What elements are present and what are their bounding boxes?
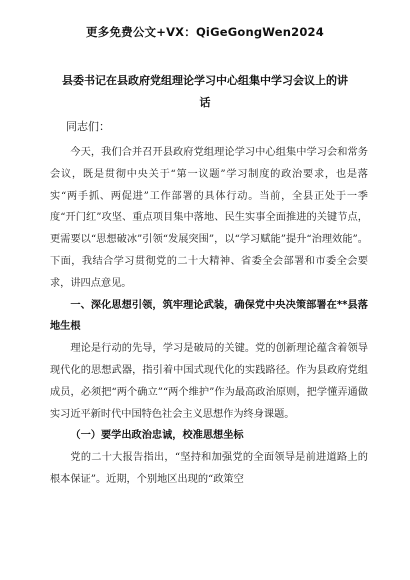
salutation: 同志们： <box>66 120 110 133</box>
paragraph-theory: 理论是行动的先导，学习是破局的关键。党的创新理论蕴含着领导现代化的思想武器，指引着中国式现代化的实践路径。作为县政府党组成员，必须把“两个确立”“两个维护”作为最高政治原则，把学懂弄通做实习近平新时代中国特色社会主义思想作为终身课题。 <box>50 343 368 420</box>
subsection-heading-1: （一）要学出政治忠诚，校准思想坐标 <box>70 430 244 442</box>
paragraph-report: 党的二十大报告指出，“坚持和加强党的全面领导是前进道路上的根本保证”。近期，个别地区出现的“政策空 <box>50 452 368 485</box>
paragraph-intro: 今天，我们合并召开县政府党组理论学习中心组集中学习会和常务会议，既是贯彻中央关于“第一议题”学习制度的政治要求，也是落实“两手抓、两促进”工作部署的具体行动。当前，全县正处于一季度“开门红”攻坚、重点项目集中落地、民生实事全面推进的关键节点，更需要以“思想破冰”引领“发展突围”，以“学习赋能”提升“治理效能”。下面，我结合学习贯彻党的二十大精神、省委全会部署和市委全会要求，讲四点意见。 <box>50 147 368 289</box>
promo-banner: 更多免费公文+VX：QiGeGongWen2024 <box>86 25 324 39</box>
document-title: 县委书记在县政府党组理论学习中心组集中学习会议上的讲话 <box>62 74 348 109</box>
document-body <box>50 142 368 491</box>
section-heading-1: 一、深化思想引领，筑牢理论武装，确保党中央决策部署在**县落地生根 <box>50 299 368 333</box>
